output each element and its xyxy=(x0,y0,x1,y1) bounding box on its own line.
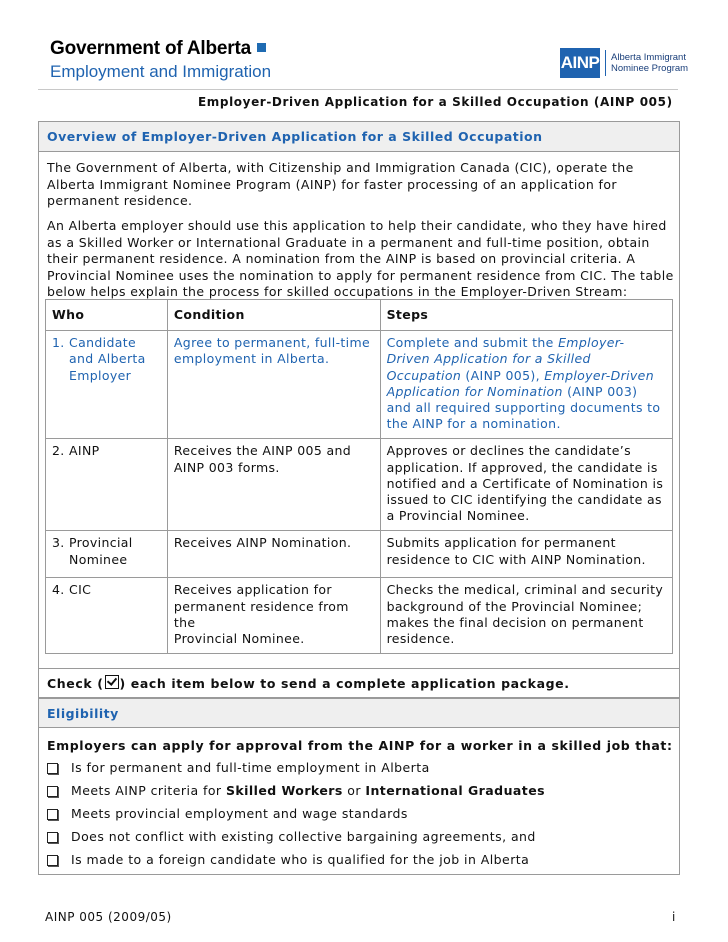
ainp-logo-text-line2: Nominee Program xyxy=(611,63,689,74)
eligibility-intro: Employers can apply for approval from the AINP for a worker in a skilled job that: xyxy=(47,738,673,753)
who-cell xyxy=(46,578,168,654)
form-frame xyxy=(38,121,680,875)
steps-line: Submits application for permanent xyxy=(386,535,616,551)
steps-line: Driven Application for a Skilled xyxy=(386,351,591,367)
who-line: and Alberta xyxy=(69,351,146,367)
government-of-alberta-logo xyxy=(50,38,271,82)
row-number: 4. xyxy=(52,582,65,598)
table-row xyxy=(46,331,673,439)
steps-line: makes the final decision on permanent xyxy=(386,614,644,630)
row-number: 3. xyxy=(52,535,65,551)
who-cell xyxy=(46,439,168,531)
steps-line: issued to CIC identifying the candidate as xyxy=(386,492,662,508)
blue-square-icon xyxy=(257,43,266,52)
steps-line: the AINP for a nomination. xyxy=(386,416,561,432)
steps-line: residence to CIC with AINP Nomination. xyxy=(386,551,646,567)
overview-heading-bar xyxy=(39,122,679,152)
checklist-item: Does not conflict with existing collective bargaining agreements, and xyxy=(47,829,667,852)
table-row xyxy=(46,439,673,531)
who-line: Provincial xyxy=(69,535,133,551)
condition-cell xyxy=(167,439,380,531)
who-cell xyxy=(46,331,168,439)
check-instruction: Check ( ) each item below to send a complete application package. xyxy=(47,676,570,691)
gov-line1: Government of Alberta xyxy=(50,38,251,59)
checklist-item: Is for permanent and full-time employment in Alberta xyxy=(47,760,667,783)
who-cell xyxy=(46,531,168,578)
text-line: as a Skilled Worker or International Graduate in a permanent and full-time position, obtain xyxy=(47,234,650,250)
steps-cell xyxy=(380,578,672,654)
text-line: permanent residence. xyxy=(47,193,193,208)
steps-line: Complete and submit the Employer- xyxy=(386,335,625,351)
table-header-row xyxy=(46,300,673,331)
steps-line: Occupation (AINP 005), Employer-Driven xyxy=(386,367,654,383)
process-table xyxy=(45,299,673,654)
column-header-steps: Steps xyxy=(380,300,672,331)
column-header-who: Who xyxy=(46,300,168,331)
steps-cell xyxy=(380,439,672,531)
steps-cell xyxy=(380,531,672,578)
steps-line: notified and a Certificate of Nomination is xyxy=(386,475,664,491)
steps-line: a Provincial Nominee. xyxy=(386,508,530,524)
checklist-item: Meets AINP criteria for Skilled Workers or International Graduates xyxy=(47,783,667,806)
who-line: AINP xyxy=(69,443,100,459)
checkbox[interactable] xyxy=(47,786,58,797)
who-line: CIC xyxy=(69,582,92,598)
steps-line: application. If approved, the candidate is xyxy=(386,459,658,475)
steps-cell xyxy=(380,331,672,439)
text-line: Alberta Immigrant Nominee Program (AINP) for faster processing of an application for xyxy=(47,176,617,192)
overview-heading: Overview of Employer-Driven Application for a Skilled Occupation xyxy=(47,129,543,144)
ainp-logo-mark: AINP xyxy=(560,48,600,78)
steps-line: background of the Provincial Nominee; xyxy=(386,598,643,614)
condition-cell xyxy=(167,531,380,578)
ainp-logo-text xyxy=(611,52,688,74)
eligibility-heading-bar xyxy=(39,698,679,728)
text-line: below helps explain the process for skilled occupations in the Employer-Driven Stream: xyxy=(47,284,628,299)
checkbox[interactable] xyxy=(47,855,58,866)
steps-line: Checks the medical, criminal and security xyxy=(386,582,664,598)
ainp-logo-text-line1: Alberta Immigrant xyxy=(611,52,686,63)
document-title: Employer-Driven Application for a Skilled Occupation (AINP 005) xyxy=(198,95,673,109)
condition-line: Receives application for xyxy=(173,582,332,598)
condition-line: Receives AINP Nomination. xyxy=(173,535,352,551)
checkbox[interactable] xyxy=(47,832,58,843)
steps-line: and all required supporting documents to xyxy=(386,400,661,416)
condition-line: AINP 003 forms. xyxy=(173,459,280,475)
text-line: their permanent residence. A nomination from the AINP is based on provincial criteria. A xyxy=(47,251,636,266)
condition-line: Agree to permanent, full-time xyxy=(173,335,371,351)
text-line: An Alberta employer should use this application to help their candidate, who they have hired xyxy=(47,218,667,233)
checked-checkbox-icon xyxy=(105,675,119,689)
condition-line: Receives the AINP 005 and xyxy=(173,443,352,459)
eligibility-heading: Eligibility xyxy=(47,706,119,721)
gov-line2: Employment and Immigration xyxy=(50,62,272,81)
who-line: Candidate xyxy=(69,335,137,351)
text-line: The Government of Alberta, with Citizenship and Immigration Canada (CIC), operate the xyxy=(47,160,634,175)
ainp-logo xyxy=(560,48,688,78)
steps-line: Approves or declines the candidate’s xyxy=(386,443,631,459)
eligibility-checklist xyxy=(47,760,667,875)
table-row xyxy=(46,531,673,578)
header-rule xyxy=(38,89,678,90)
overview-paragraph-2 xyxy=(47,218,675,301)
checklist-item: Meets provincial employment and wage standards xyxy=(47,806,667,829)
table-row xyxy=(46,578,673,654)
checkbox[interactable] xyxy=(47,809,58,820)
condition-cell xyxy=(167,578,380,654)
page-number: i xyxy=(672,910,676,924)
footer-form-id: AINP 005 (2009/05) xyxy=(45,910,172,924)
overview-paragraph-1 xyxy=(47,160,675,210)
row-number: 2. xyxy=(52,443,65,459)
text-line: Provincial Nominee uses the nomination to apply for permanent residence from CIC. The table xyxy=(47,267,674,283)
condition-cell xyxy=(167,331,380,439)
column-header-condition: Condition xyxy=(167,300,380,331)
steps-line: residence. xyxy=(386,631,455,647)
condition-line: Provincial Nominee. xyxy=(173,631,305,647)
who-line: Nominee xyxy=(69,551,128,567)
row-number: 1. xyxy=(52,335,65,351)
checklist-item: Is made to a foreign candidate who is qualified for the job in Alberta xyxy=(47,852,667,875)
condition-line: permanent residence from the xyxy=(173,598,349,630)
who-line: Employer xyxy=(69,367,132,383)
steps-line: Application for Nomination (AINP 003) xyxy=(386,383,638,399)
condition-line: employment in Alberta. xyxy=(173,351,330,367)
checkbox[interactable] xyxy=(47,763,58,774)
logo-divider xyxy=(605,50,606,76)
